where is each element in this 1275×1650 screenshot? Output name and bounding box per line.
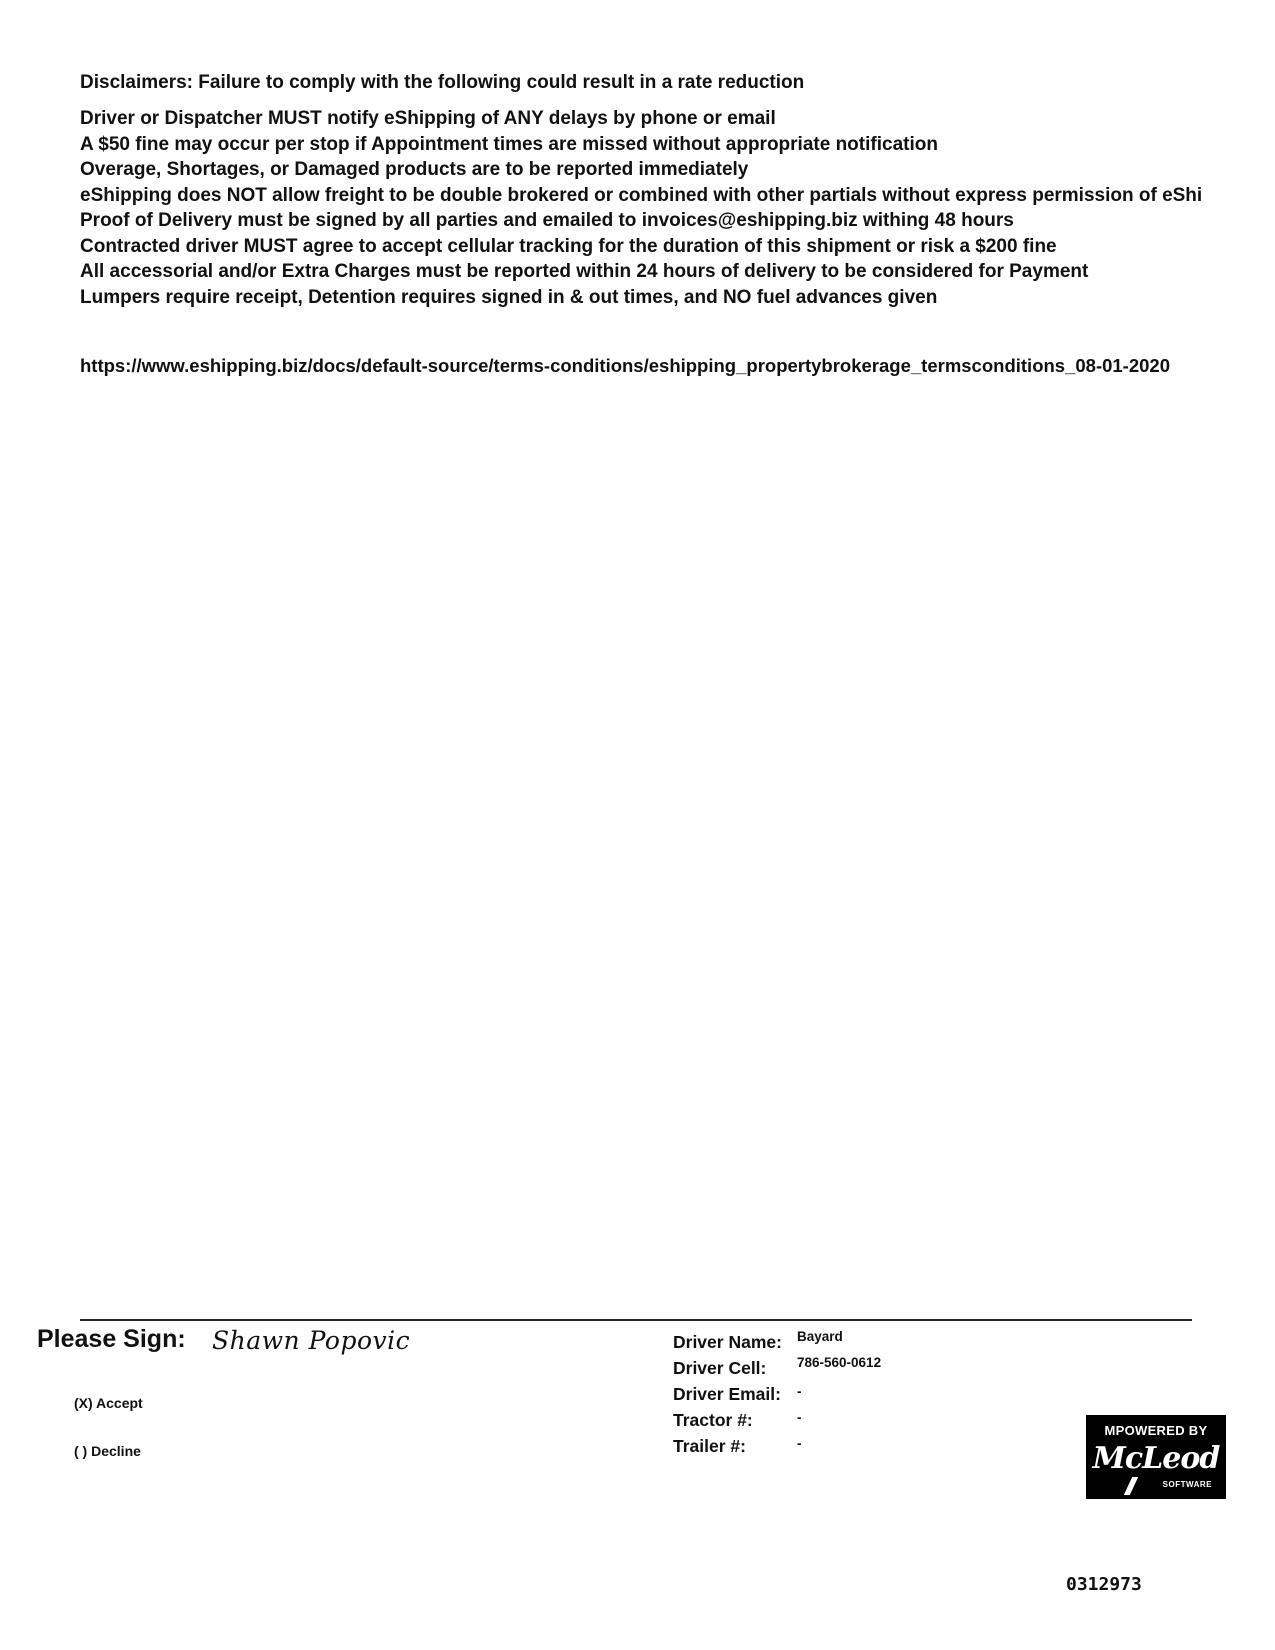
driver-email-label: Driver Email: <box>673 1384 781 1404</box>
driver-cell-value: 786-560-0612 <box>797 1355 882 1370</box>
trailer-label: Trailer #: <box>673 1436 746 1456</box>
tractor-label: Tractor #: <box>673 1410 753 1430</box>
document-number: 0312973 <box>1066 1574 1142 1595</box>
disclaimer-line: Lumpers require receipt, Detention requires signed in & out times, and NO fuel advances given <box>80 286 938 308</box>
driver-name-value: Bayard <box>797 1329 843 1344</box>
disclaimer-line: Driver or Dispatcher MUST notify eShipping of ANY delays by phone or email <box>80 108 776 129</box>
disclaimers-heading: Disclaimers: Failure to comply with the following could result in a rate reduction <box>80 72 805 93</box>
disclaimer-line: eShipping does NOT allow freight to be double brokered or combined with other partials without express permission of eShi <box>80 184 1203 206</box>
disclaimer-line: Contracted driver MUST agree to accept cellular tracking for the duration of this shipment or risk a $200 fine <box>80 235 1057 257</box>
accept-option[interactable]: (X) Accept <box>74 1395 143 1411</box>
disclaimer-line: All accessorial and/or Extra Charges must be reported within 24 hours of delivery to be considered for Payment <box>80 261 1089 282</box>
disclaimer-line: Overage, Shortages, or Damaged products are to be reported immediately <box>80 159 749 180</box>
logo-brand-text: McLeod <box>1092 1441 1220 1476</box>
signature-divider <box>80 1319 1192 1321</box>
driver-email-value: - <box>797 1384 802 1399</box>
logo-slash-icon <box>1124 1477 1138 1495</box>
handwritten-signature[interactable]: Shawn Popovic <box>212 1326 411 1355</box>
logo-powered-by-text: MPOWERED BY <box>1104 1423 1208 1438</box>
driver-cell-label: Driver Cell: <box>673 1358 767 1378</box>
logo-sub-text: SOFTWARE <box>1162 1480 1212 1489</box>
disclaimer-line: A $50 fine may occur per stop if Appointment times are missed without appropriate notification <box>80 133 938 155</box>
mcleod-software-logo <box>1086 1415 1226 1499</box>
terms-conditions-link[interactable]: https://www.eshipping.biz/docs/default-source/terms-conditions/eshipping_propertybrokerage_termsconditions_08-01-2020 <box>80 355 1171 376</box>
driver-name-label: Driver Name: <box>673 1332 782 1352</box>
decline-option[interactable]: ( ) Decline <box>74 1443 141 1459</box>
trailer-value: - <box>797 1436 802 1451</box>
please-sign-label: Please Sign: <box>37 1325 186 1353</box>
disclaimer-list <box>80 106 1275 310</box>
tractor-value: - <box>797 1410 802 1425</box>
disclaimer-line: Proof of Delivery must be signed by all parties and emailed to invoices@eshipping.biz withing 48 hours <box>80 210 1014 231</box>
